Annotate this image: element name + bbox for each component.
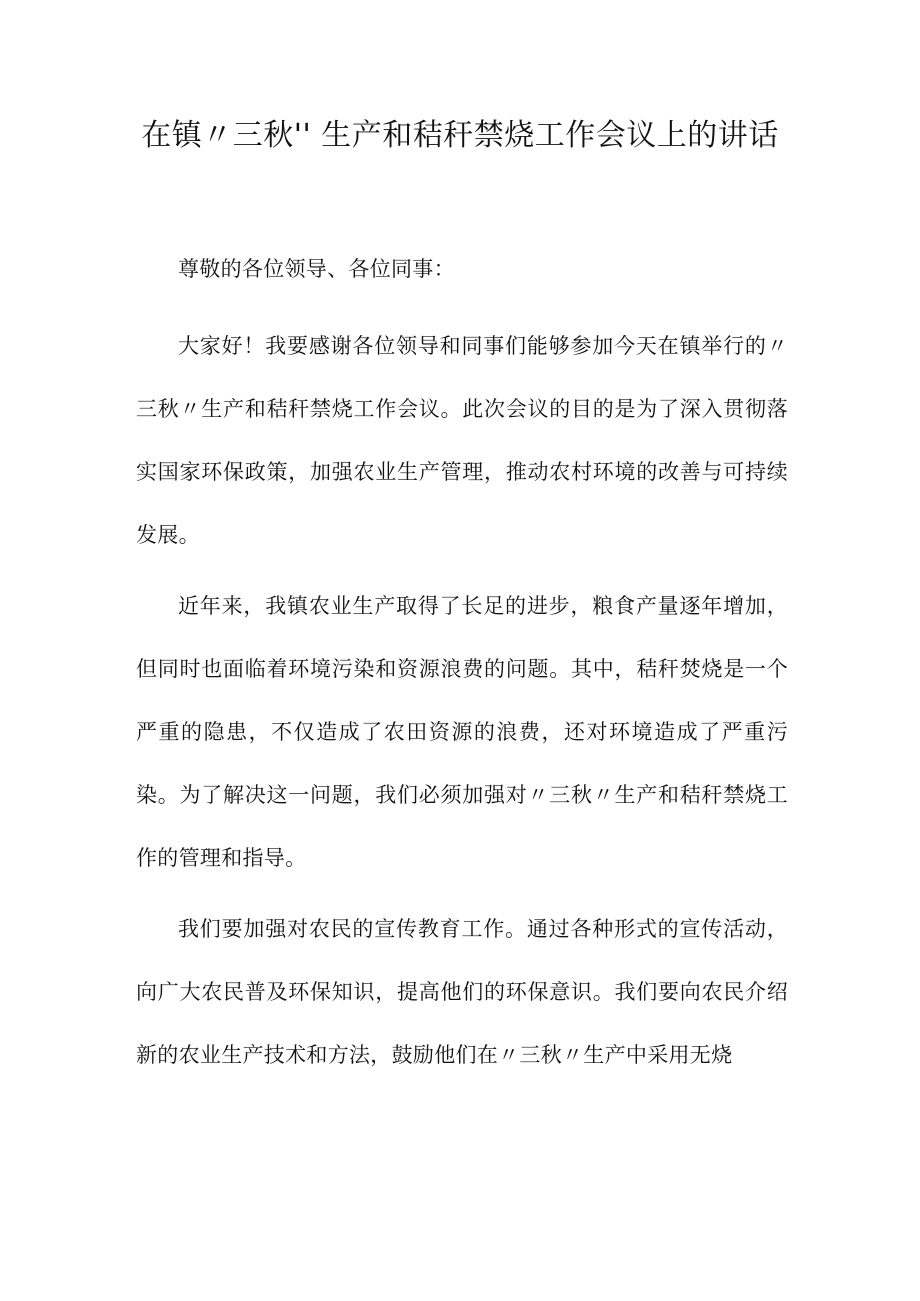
paragraph: 我们要加强对农民的宣传教育工作。通过各种形式的宣传活动，向广大农民普及环保知识，提高他们的环保意识。我们要向农民介绍新的农业生产技术和方法，鼓励他们在〃三秋〃生产中采用无烧 <box>136 917 788 1067</box>
document-body <box>136 238 788 1095</box>
salutation: 尊敬的各位领导、各位同事： <box>178 257 455 281</box>
paragraph: 近年来，我镇农业生产取得了长足的进步，粮食产量逐年增加，但同时也面临着环境污染和资源浪费的问题。其中，秸秆焚烧是一个严重的隐患，不仅造成了农田资源的浪费，还对环境造成了严重污染。为了解决这一问题，我们必须加强对〃三秋〃生产和秸秆禁烧工作的管理和指导。 <box>136 594 788 870</box>
document-title: 在镇〃三秋'' 生产和秸秆禁烧工作会议上的讲话 <box>141 118 779 153</box>
paragraph: 大家好！我要感谢各位领导和同事们能够参加今天在镇举行的〃三秋〃生产和秸秆禁烧工作会议。此次会议的目的是为了深入贯彻落实国家环保政策，加强农业生产管理，推动农村环境的改善与可持续发展。 <box>136 334 788 547</box>
